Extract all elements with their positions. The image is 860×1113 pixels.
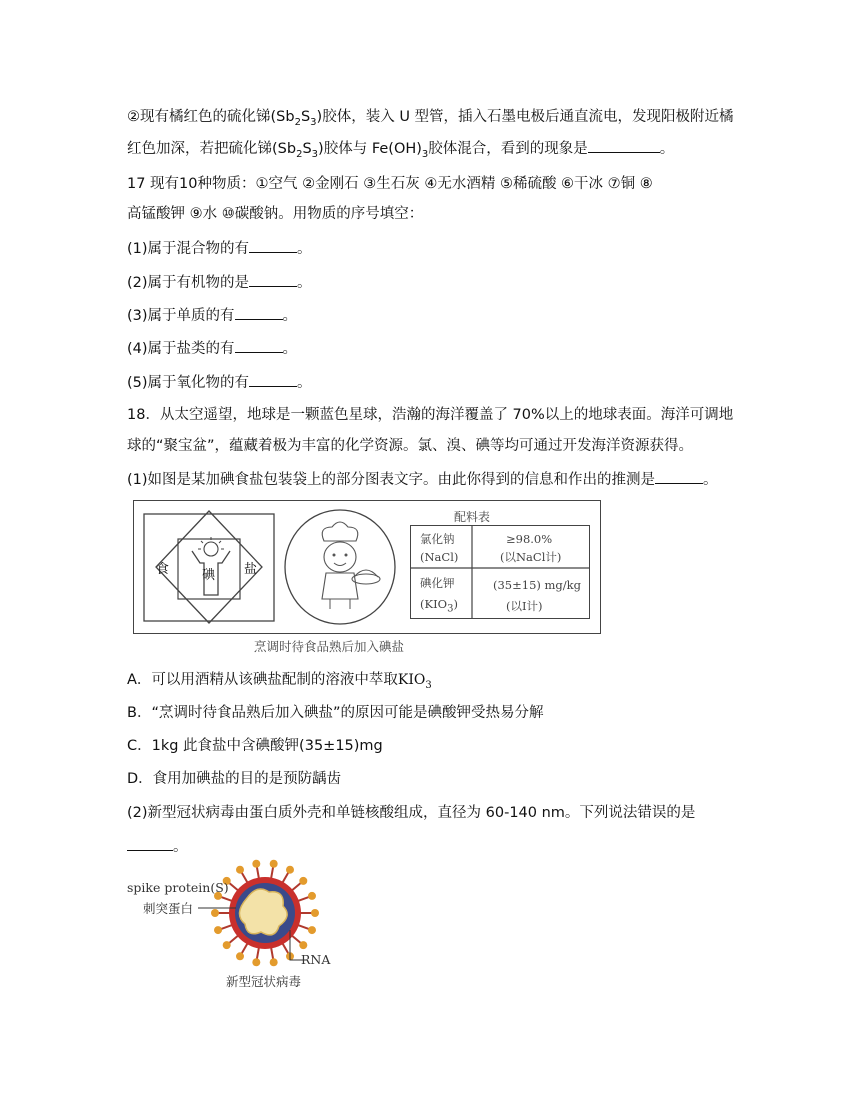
spike-stalk [228,935,239,944]
spike-stalk [220,925,233,930]
spike-stalk [271,866,273,880]
answer-blank[interactable] [235,305,283,320]
answer-blank[interactable] [249,272,297,287]
spike-head [299,877,307,885]
kio3-value: (35±15) mg/kg [493,578,582,592]
logo-char-dian: 碘 [202,568,216,583]
nacl-formula: (NaCl) [420,550,459,564]
ingredient-table-title: 配料表 [454,510,491,524]
spike-head [308,892,316,900]
q17-item-5: (5)属于氧化物的有 。 [127,372,312,393]
nacl-name: 氯化钠 [420,532,455,546]
answer-blank[interactable] [249,238,297,253]
answer-blank[interactable] [249,372,297,387]
spike-head [223,941,231,949]
spike-head [236,952,244,960]
q17-item-1: (1)属于混合物的有 。 [127,238,312,259]
spike-label-en: spike protein(S) [127,880,229,895]
spike-head [270,860,278,868]
option-a[interactable]: A．可以用酒精从该碘盐配制的溶液中萃取$KIO_3$ [127,672,432,691]
logo-char-yan: 盐 [244,562,258,577]
chef-circle [285,510,395,624]
spike-head [308,926,316,934]
spike-stalk [297,925,310,930]
spike-stalk [291,882,302,891]
spike-head [214,926,222,934]
spike-head [252,860,260,868]
answer-blank[interactable] [235,338,283,353]
q18-sub-1: (1)如图是某加碘食盐包装袋上的部分图表文字。由此你得到的信息和作出的推测是 。 [127,469,718,490]
spike-stalk [297,897,310,902]
iodized-salt-label-figure [133,500,601,634]
q17-item-4: (4)属于盐类的有 。 [127,338,297,359]
rna-label: RNA [301,952,331,967]
q18-sub-2-line-1: (2)新型冠状病毒由蛋白质外壳和单链核酸组成，直径为 60-140 nm。下列说法错误的是 [127,805,696,821]
q18-line-1: 18．从太空遥望，地球是一颗蓝色星球，浩瀚的海洋覆盖了 70%以上的地球表面。海洋可调地 [127,407,734,423]
spike-head [252,958,260,966]
logo-char-shi: 食 [156,562,170,577]
q16-line-2: 红色加深，若把硫化锑$(Sb_2S_3)$胶体与 $Fe(OH)_3$胶体混合，看到的现象是 。 [127,138,674,165]
q18-sub-2-line-2: 。 [127,836,188,857]
spike-stalk [257,946,259,960]
q17-line-2: 高锰酸钾 ⑨水 ⑩碳酸钠。用物质的序号填空： [127,206,424,222]
spike-stalk [257,866,259,880]
spike-head [286,866,294,874]
spike-head [311,909,319,917]
q17-line-1: 17 现有10种物质：①空气 ②金刚石 ③生石灰 ④无水酒精 ⑤稀硫酸 ⑥干冰 ⑦铜 ⑧ [127,176,653,192]
spike-stalk [282,871,289,883]
sun-icon [198,537,224,556]
q17-item-2: (2)属于有机物的是 。 [127,272,312,293]
q18-line-2: 球的“聚宝盆”，蕴藏着极为丰富的化学资源。氯、溴、碘等均可通过开发海洋资源获得。 [127,438,694,454]
kio3-basis: (以I计) [506,599,543,613]
virus-caption: 新型冠状病毒 [226,974,302,989]
answer-blank[interactable] [127,836,173,851]
spike-stalk [271,946,273,960]
q16-line-1: ②现有橘红色的硫化锑$(Sb_2S_3)$胶体，装入 U 型管，插入石墨电极后通直流电，发现阳极附近橘 [127,109,734,128]
spike-stalk [241,942,248,954]
kio3-name: 碘化钾 [420,576,455,590]
chef-icon [322,522,380,609]
q17-item-3: (3)属于单质的有 。 [127,305,297,326]
nacl-basis: (以NaCl计) [500,550,562,564]
option-d[interactable]: D．食用加碘盐的目的是预防龋齿 [127,771,342,787]
answer-blank[interactable] [588,138,660,153]
kio3-formula: $(KIO_3)$ [420,597,458,615]
spike-head [236,866,244,874]
answer-blank[interactable] [655,469,703,484]
spike-pointer-line [198,902,238,916]
spike-stalk [228,882,239,891]
spike-stalk [220,897,233,902]
option-c[interactable]: C．1kg 此食盐中含碘酸钾(35±15)mg [127,738,383,754]
spike-stalk [241,871,248,883]
spike-label-cn: 刺突蛋白 [143,901,194,916]
option-b[interactable]: B．“烹调时待食品熟后加入碘盐”的原因可能是碘酸钾受热易分解 [127,705,544,721]
spike-head [270,958,278,966]
salt-figure-caption: 烹调时待食品熟后加入碘盐 [254,639,405,654]
nacl-value: ≥98.0% [506,532,553,546]
